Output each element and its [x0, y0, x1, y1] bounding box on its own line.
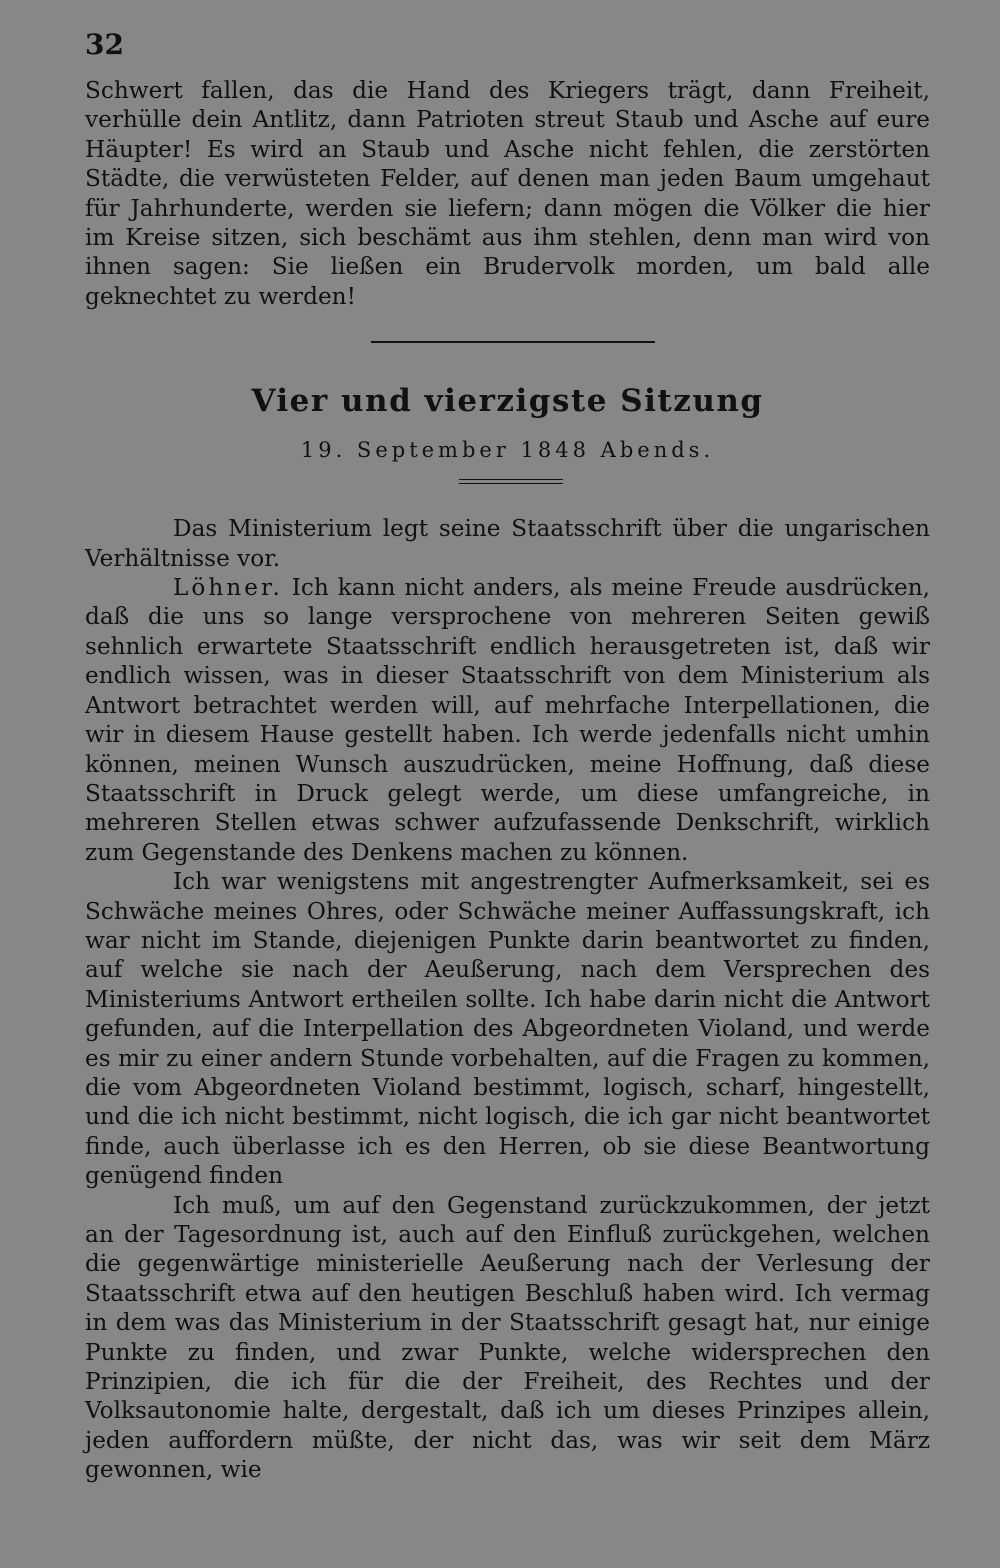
opening-paragraph: Schwert fallen, das die Hand des Kriegers trägt, dann Freiheit, verhülle dein Antlitz, dann Patrioten streut Staub und Asche auf eure Häupter! Es wird an Staub und Asche nicht fehlen, die zerstörten Städte, die verwüsteten Felder, auf denen man jeden Baum umgehaut für Jahrhunderte, werden sie liefern; dann mögen die Völker die hier im Kreise sitzen, sich beschämt aus ihm stehlen, denn man wird von ihnen sagen: Sie ließen ein Brudervolk morden, um bald alle geknechtet zu werden! — [85, 77, 930, 310]
speaker-name: Löhner. — [173, 574, 283, 602]
section-divider — [371, 341, 655, 343]
speech-text: Ich kann nicht anders, als meine Freude ausdrücken, daß die uns so lange versprochene von mehreren Seiten gewiß sehnlich erwartete Staatsschrift endlich herausgetreten ist, daß wir endlich wissen, was in dieser Staatsschrift von dem Ministerium als Antwort betrachtet werden will, auf mehrfache Interpellationen, die wir in diesem Hause gestellt haben. Ich werde jedenfalls nicht umhin können, meinen Wunsch auszudrücken, meine Hoffnung, daß diese Staatsschrift in Druck gelegt werde, um diese umfangreiche, in mehreren Stellen etwas schwer aufzufassende Denkschrift, wirklich zum Gegenstande des Denkens machen zu können. — [85, 574, 930, 866]
body-paragraph-3: Ich war wenigstens mit angestrengter Aufmerksamkeit, sei es Schwäche meines Ohres, oder Schwäche meiner Auffassungskraft, ich war nicht im Stande, diejenigen Punkte darin beantwortet zu finden, auf welche sie nach der Aeußerung, nach dem Versprechen des Ministeriums Antwort ertheilen sollte. Ich habe darin nicht die Antwort gefunden, auf die Interpellation des Abgeordneten Violand, und werde es mir zu einer andern Stunde vorbehalten, auf die Fragen zu kommen, die vom Abgeordneten Violand bestimmt, logisch, scharf, hingestellt, und die ich nicht bestimmt, nicht logisch, die ich gar nicht beantwortet finde, auch überlasse ich es den Herren, ob sie diese Beantwortung genügend finden — [85, 868, 930, 1190]
body-paragraph-4: Ich muß, um auf den Gegenstand zurückzukommen, der jetzt an der Tagesordnung ist, auch auf den Einfluß zurückgehen, welchen die gegenwärtige ministerielle Aeußerung nach der Verlesung der Staatsschrift etwa auf den heutigen Beschluß haben wird. Ich vermag in dem was das Ministerium in der Staatsschrift gesagt hat, nur einige Punkte zu finden, und zwar Punkte, welche widersprechen den Prinzipien, die ich für die der Freiheit, des Rechtes und der Volksautonomie halte, dergestalt, daß ich um dieses Prinzipes allein, jeden auffordern müßte, der nicht das, was wir seit dem März gewonnen, wie — [85, 1191, 930, 1484]
body-paragraph-1: Das Ministerium legt seine Staatsschrift über die ungarischen Verhältnisse vor. — [85, 515, 930, 572]
body-text — [85, 514, 930, 1484]
section-title: Vier und vierzigste Sitzung — [251, 383, 764, 420]
page-number: 32 — [85, 28, 124, 61]
section-date: 19. September 1848 Abends. — [300, 438, 715, 463]
section-double-rule — [459, 479, 563, 484]
body-paragraph-2 — [85, 573, 930, 867]
